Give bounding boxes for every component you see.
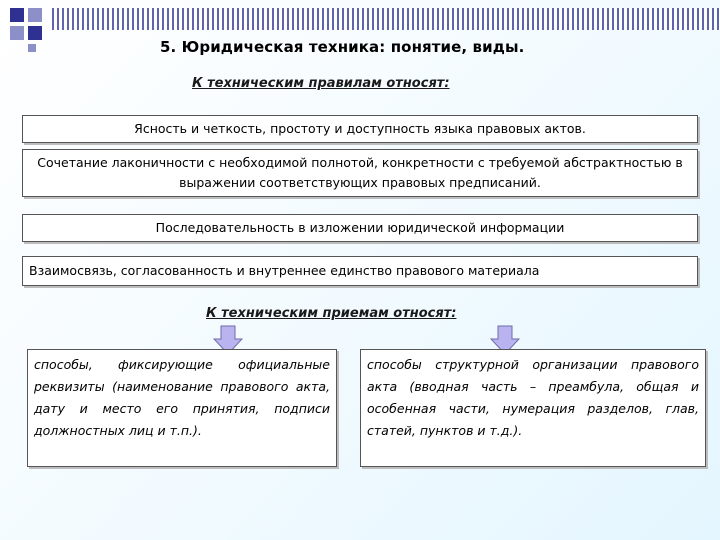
- rule-text: Сочетание лаконичности с необходимой полнотой, конкретности с требуемой абстрактностью в выражении соответствующих правовых предписаний.: [37, 155, 683, 190]
- rule-text: Взаимосвязь, согласованность и внутреннее единство правового материала: [29, 263, 540, 278]
- technique-text: способы структурной организации правового акта (вводная часть – преамбула, общая и особенная части, нумерация разделов, глав, статей, пунктов и т.д.).: [367, 357, 699, 438]
- rule-box-coherence: [22, 256, 698, 286]
- corner-decoration-square: [28, 44, 36, 52]
- rule-box-sequence: [22, 214, 698, 242]
- technique-box-structure: [360, 349, 706, 467]
- rule-box-clarity: [22, 115, 698, 143]
- techniques-heading: К техническим приемам относят:: [206, 306, 457, 321]
- corner-decoration-square: [10, 8, 24, 22]
- technique-box-requisites: [27, 349, 337, 467]
- corner-decoration-square: [10, 26, 24, 40]
- rule-box-conciseness: [22, 149, 698, 197]
- decorative-stripe-bar: [52, 8, 720, 30]
- rule-text: Ясность и четкость, простоту и доступность языка правовых актов.: [134, 121, 586, 136]
- rule-text: Последовательность в изложении юридической информации: [155, 220, 565, 235]
- rules-heading: К техническим правилам относят:: [192, 76, 450, 91]
- corner-decoration-square: [28, 8, 42, 22]
- slide-title: 5. Юридическая техника: понятие, виды.: [160, 38, 525, 56]
- corner-decoration-square: [28, 26, 42, 40]
- technique-text: способы, фиксирующие официальные реквизиты (наименование правового акта, дату и место его принятия, подписи должностных лиц и т.п.).: [34, 357, 330, 438]
